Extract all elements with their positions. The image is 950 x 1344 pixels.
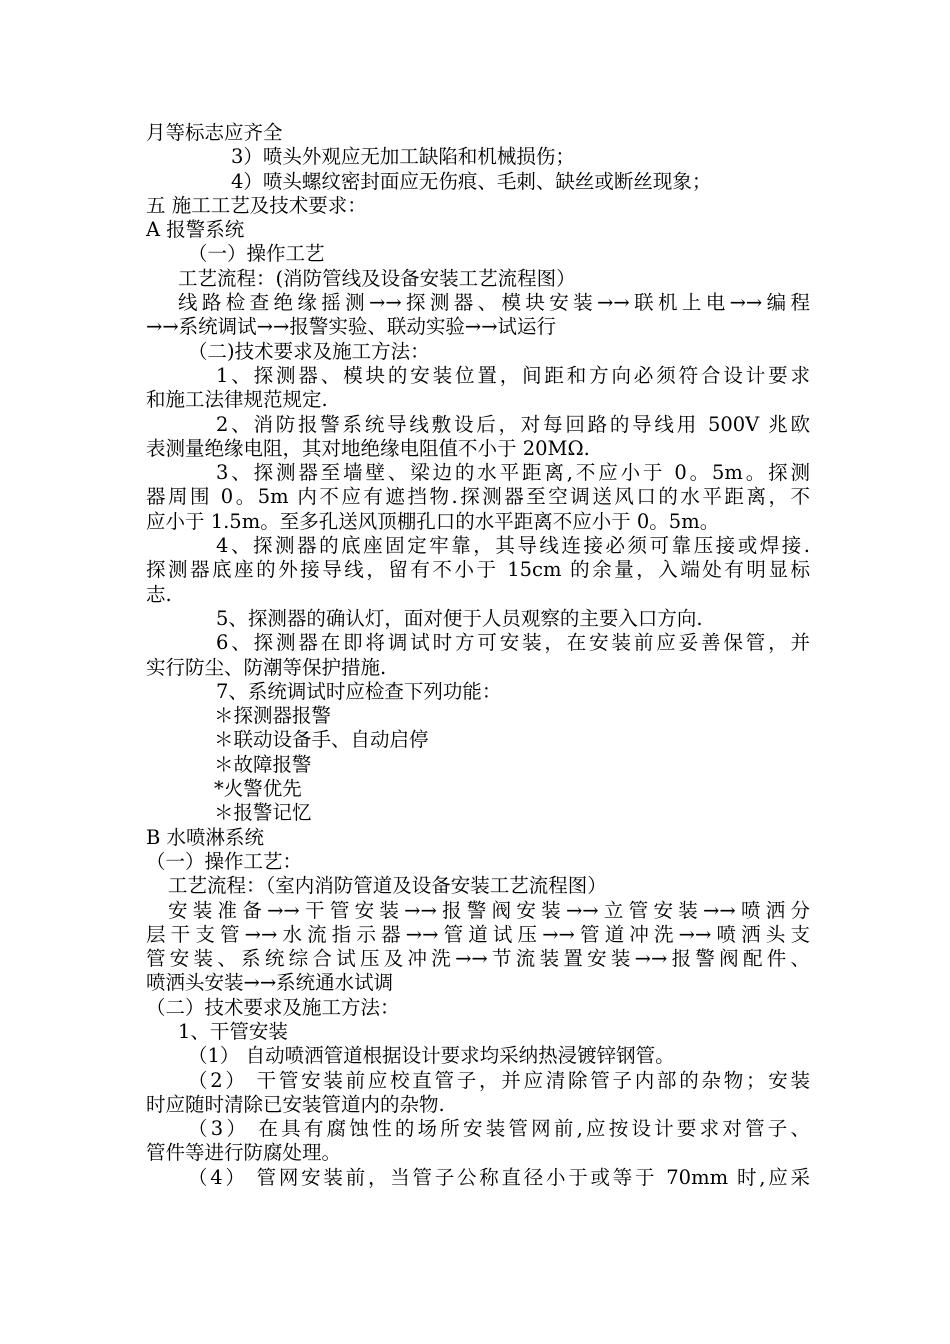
list-item: ＊故障报警 — [214, 752, 312, 776]
text-line: 喷洒头安装→→系统通水试调 — [146, 971, 394, 995]
text-line: 7、系统调试时应检查下列功能： — [216, 679, 502, 703]
text-line: 1、干管安装 — [178, 1019, 288, 1043]
subsection-heading: B 水喷淋系统 — [146, 825, 265, 849]
list-item: ＊联动设备手、自动启停 — [214, 728, 429, 752]
text-line: 5、探测器的确认灯，面对便于人员观察的主要入口方向. — [216, 606, 703, 630]
text-line: 时应随时清除已安装管道内的杂物. — [146, 1092, 445, 1116]
text-line: 6、探测器在即将调试时方可安装，在安装前应妥善保管，并 — [216, 631, 810, 655]
text-line: 4）喷头螺纹密封面应无伤痕、毛刺、缺丝或断丝现象； — [231, 169, 712, 193]
text-line: 和施工法律规范规定. — [146, 388, 328, 412]
text-line: 工艺流程：(消防管线及设备安装工艺流程图） — [178, 266, 576, 290]
text-line: （二）技术要求及施工方法： — [146, 995, 400, 1019]
text-line: 线路检查绝缘摇测→→探测器、模块安装→→联机上电→→编程 — [178, 291, 810, 315]
text-line: （3） 在具有腐蚀性的场所安装管网前,应按设计要求对管子、 — [188, 1117, 810, 1141]
text-line: （4） 管网安装前，当管子公称直径小于或等于 70mm 时,应采 — [188, 1165, 810, 1189]
text-line: （一）操作工艺： — [146, 849, 303, 873]
text-line: 管件等进行防腐处理。 — [146, 1141, 342, 1165]
subsection-heading: A 报警系统 — [146, 218, 245, 242]
text-line: 探测器底座的外接导线，留有不小于 15cm 的余量，入端处有明显标 — [146, 558, 810, 582]
text-line: 实行防尘、防潮等保护措施. — [146, 655, 387, 679]
text-line: 安装准备→→干管安装→→报警阀安装→→立管安装→→喷洒分 — [168, 898, 810, 922]
text-line: 3、探测器至墙壁、梁边的水平距离,不应小于 0。5m。探测 — [216, 461, 810, 485]
text-line: →→系统调试→→报警实验、联动实验→→试运行 — [146, 315, 557, 339]
text-line: 1、探测器、模块的安装位置，间距和方向必须符合设计要求 — [216, 363, 810, 387]
list-item: ＊探测器报警 — [214, 704, 332, 728]
text-line: 层干支管→→水流指示器→→管道试压→→管道冲洗→→喷洒头支 — [146, 922, 810, 946]
text-line: 2、消防报警系统导线敷设后，对每回路的导线用 500V 兆欧 — [216, 412, 810, 436]
text-line: 月等标志应齐全 — [146, 121, 283, 144]
text-line: （2） 干管安装前应校直管子，并应清除管子内部的杂物；安装 — [188, 1068, 810, 1092]
text-line: 4、探测器的底座固定牢靠，其导线连接必须可靠压接或焊接. — [216, 534, 810, 558]
list-item: *火警优先 — [214, 777, 302, 801]
text-line: 管安装、系统综合试压及冲洗→→节流装置安装→→报警阀配件、 — [146, 947, 810, 971]
text-line: 3）喷头外观应无加工缺陷和机械损伤； — [231, 145, 575, 169]
text-line: 器周围 0。5m 内不应有遮挡物.探测器至空调送风口的水平距离，不 — [146, 485, 810, 509]
text-line: 工艺流程：（室内消防管道及设备安装工艺流程图） — [168, 874, 607, 898]
text-line: （二)技术要求及施工方法： — [188, 339, 430, 363]
section-heading: 五 施工工艺及技术要求： — [146, 193, 367, 217]
document-page — [146, 121, 810, 1190]
text-line: 志. — [146, 582, 172, 606]
text-line: （1） 自动喷洒管道根据设计要求均采纳热浸镀锌钢管。 — [188, 1044, 675, 1068]
text-line: 表测量绝缘电阻，其对地绝缘电阻值不小于 20MΩ. — [146, 436, 590, 460]
list-item: ＊报警记忆 — [214, 801, 312, 825]
text-line: （一）操作工艺 — [188, 242, 325, 266]
text-line: 应小于 1.5m。至多孔送风顶棚孔口的水平距离不应小于 0。5m。 — [146, 509, 720, 533]
